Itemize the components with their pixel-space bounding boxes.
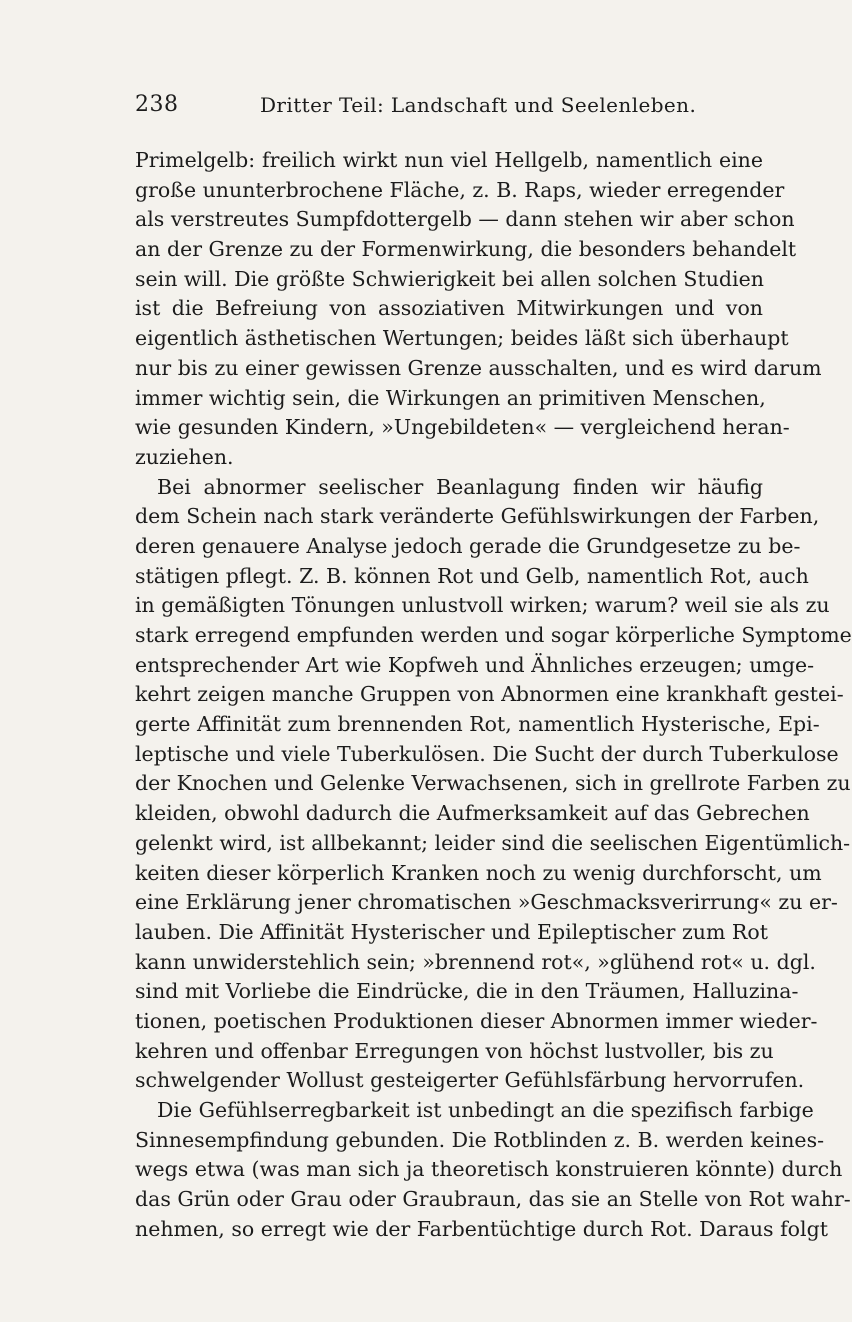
text-line: kleiden, obwohl dadurch die Aufmerksamkeit auf das Gebrechen	[135, 801, 810, 826]
text-line: nehmen, so erregt wie der Farbentüchtige durch Rot. Daraus folgt	[135, 1216, 828, 1241]
text-line: große ununterbrochene Fläche, z. B. Raps, wieder erregender	[135, 177, 785, 202]
page-number: 238	[135, 92, 179, 117]
text-line: keiten dieser körperlich Kranken noch zu wenig durchforscht, um	[135, 860, 822, 885]
text-line: schwelgender Wollust gesteigerter Gefühlsfärbung hervorrufen.	[135, 1068, 805, 1093]
text-line: zuziehen.	[135, 444, 234, 469]
text-line: kann unwiderstehlich sein; »brennend rot«, »glühend rot« u. dgl.	[135, 949, 816, 974]
text-line: eine Erklärung jener chromatischen »Geschmacksverirrung« zu er-	[135, 890, 838, 915]
text-line: leptische und viele Tuberkulösen. Die Sucht der durch Tuberkulose	[135, 741, 839, 766]
text-line: stark erregend empfunden werden und sogar körperliche Symptome	[135, 623, 852, 647]
text-line: sein will. Die größte Schwierigkeit bei allen solchen Studien	[135, 266, 764, 291]
text-line: kehrt zeigen manche Gruppen von Abnormen eine krankhaft gestei-	[135, 682, 844, 707]
text-line: Die Gefühlserregbarkeit ist unbedingt an die spezifisch farbige	[157, 1098, 814, 1122]
text-line: an der Grenze zu der Formenwirkung, die besonders behandelt	[135, 237, 797, 262]
text-line: kehren und offenbar Erregungen von höchst lustvoller, bis zu	[135, 1038, 774, 1063]
text-line: eigentlich ästhetischen Wertungen; beides läßt sich überhaupt	[135, 326, 789, 351]
text-line: Bei abnormer seelischer Beanlagung finden wir häufig	[157, 474, 763, 499]
text-line: deren genauere Analyse jedoch gerade die Grundgesetze zu be-	[135, 533, 801, 558]
text-line: in gemäßigten Tönungen unlustvoll wirken; warum? weil sie als zu	[135, 593, 830, 618]
text-line: entsprechender Art wie Kopfweh und Ähnliches erzeugen; umge-	[135, 652, 815, 677]
text-line: ist die Befreiung von assoziativen Mitwirkungen und von	[135, 296, 763, 321]
running-head: Dritter Teil: Landschaft und Seelenleben.	[260, 93, 697, 117]
text-line: stätigen pflegt. Z. B. können Rot und Gelb, namentlich Rot, auch	[135, 563, 809, 588]
page-header	[135, 92, 763, 126]
text-line: als verstreutes Sumpfdottergelb — dann stehen wir aber schon	[135, 207, 795, 232]
text-line: gelenkt wird, ist allbekannt; leider sind die seelischen Eigentümlich-	[135, 830, 851, 855]
text-line: dem Schein nach stark veränderte Gefühlswirkungen der Farben,	[135, 504, 820, 529]
text-line: Primelgelb: freilich wirkt nun viel Hellgelb, namentlich eine	[135, 148, 763, 172]
text-line: wegs etwa (was man sich ja theoretisch konstruieren könnte) durch	[135, 1157, 843, 1182]
text-line: gerte Affinität zum brennenden Rot, namentlich Hysterische, Epi-	[135, 712, 820, 737]
text-line: lauben. Die Affinität Hysterischer und Epileptischer zum Rot	[135, 919, 768, 944]
text-line: immer wichtig sein, die Wirkungen an primitiven Menschen,	[135, 385, 766, 410]
text-line: wie gesunden Kindern, »Ungebildeten« — vergleichend heran-	[135, 415, 790, 440]
text-line: sind mit Vorliebe die Eindrücke, die in den Träumen, Halluzina-	[135, 979, 799, 1004]
text-line: Sinnesempfindung gebunden. Die Rotblinden z. B. werden keines-	[135, 1127, 825, 1152]
text-line: nur bis zu einer gewissen Grenze ausschalten, und es wird darum	[135, 355, 822, 380]
body-text	[135, 146, 852, 1244]
text-line: der Knochen und Gelenke Verwachsenen, sich in grellrote Farben zu	[135, 771, 851, 796]
text-line: das Grün oder Grau oder Graubraun, das sie an Stelle von Rot wahr-	[135, 1187, 851, 1212]
text-line: tionen, poetischen Produktionen dieser Abnormen immer wieder-	[135, 1008, 818, 1033]
